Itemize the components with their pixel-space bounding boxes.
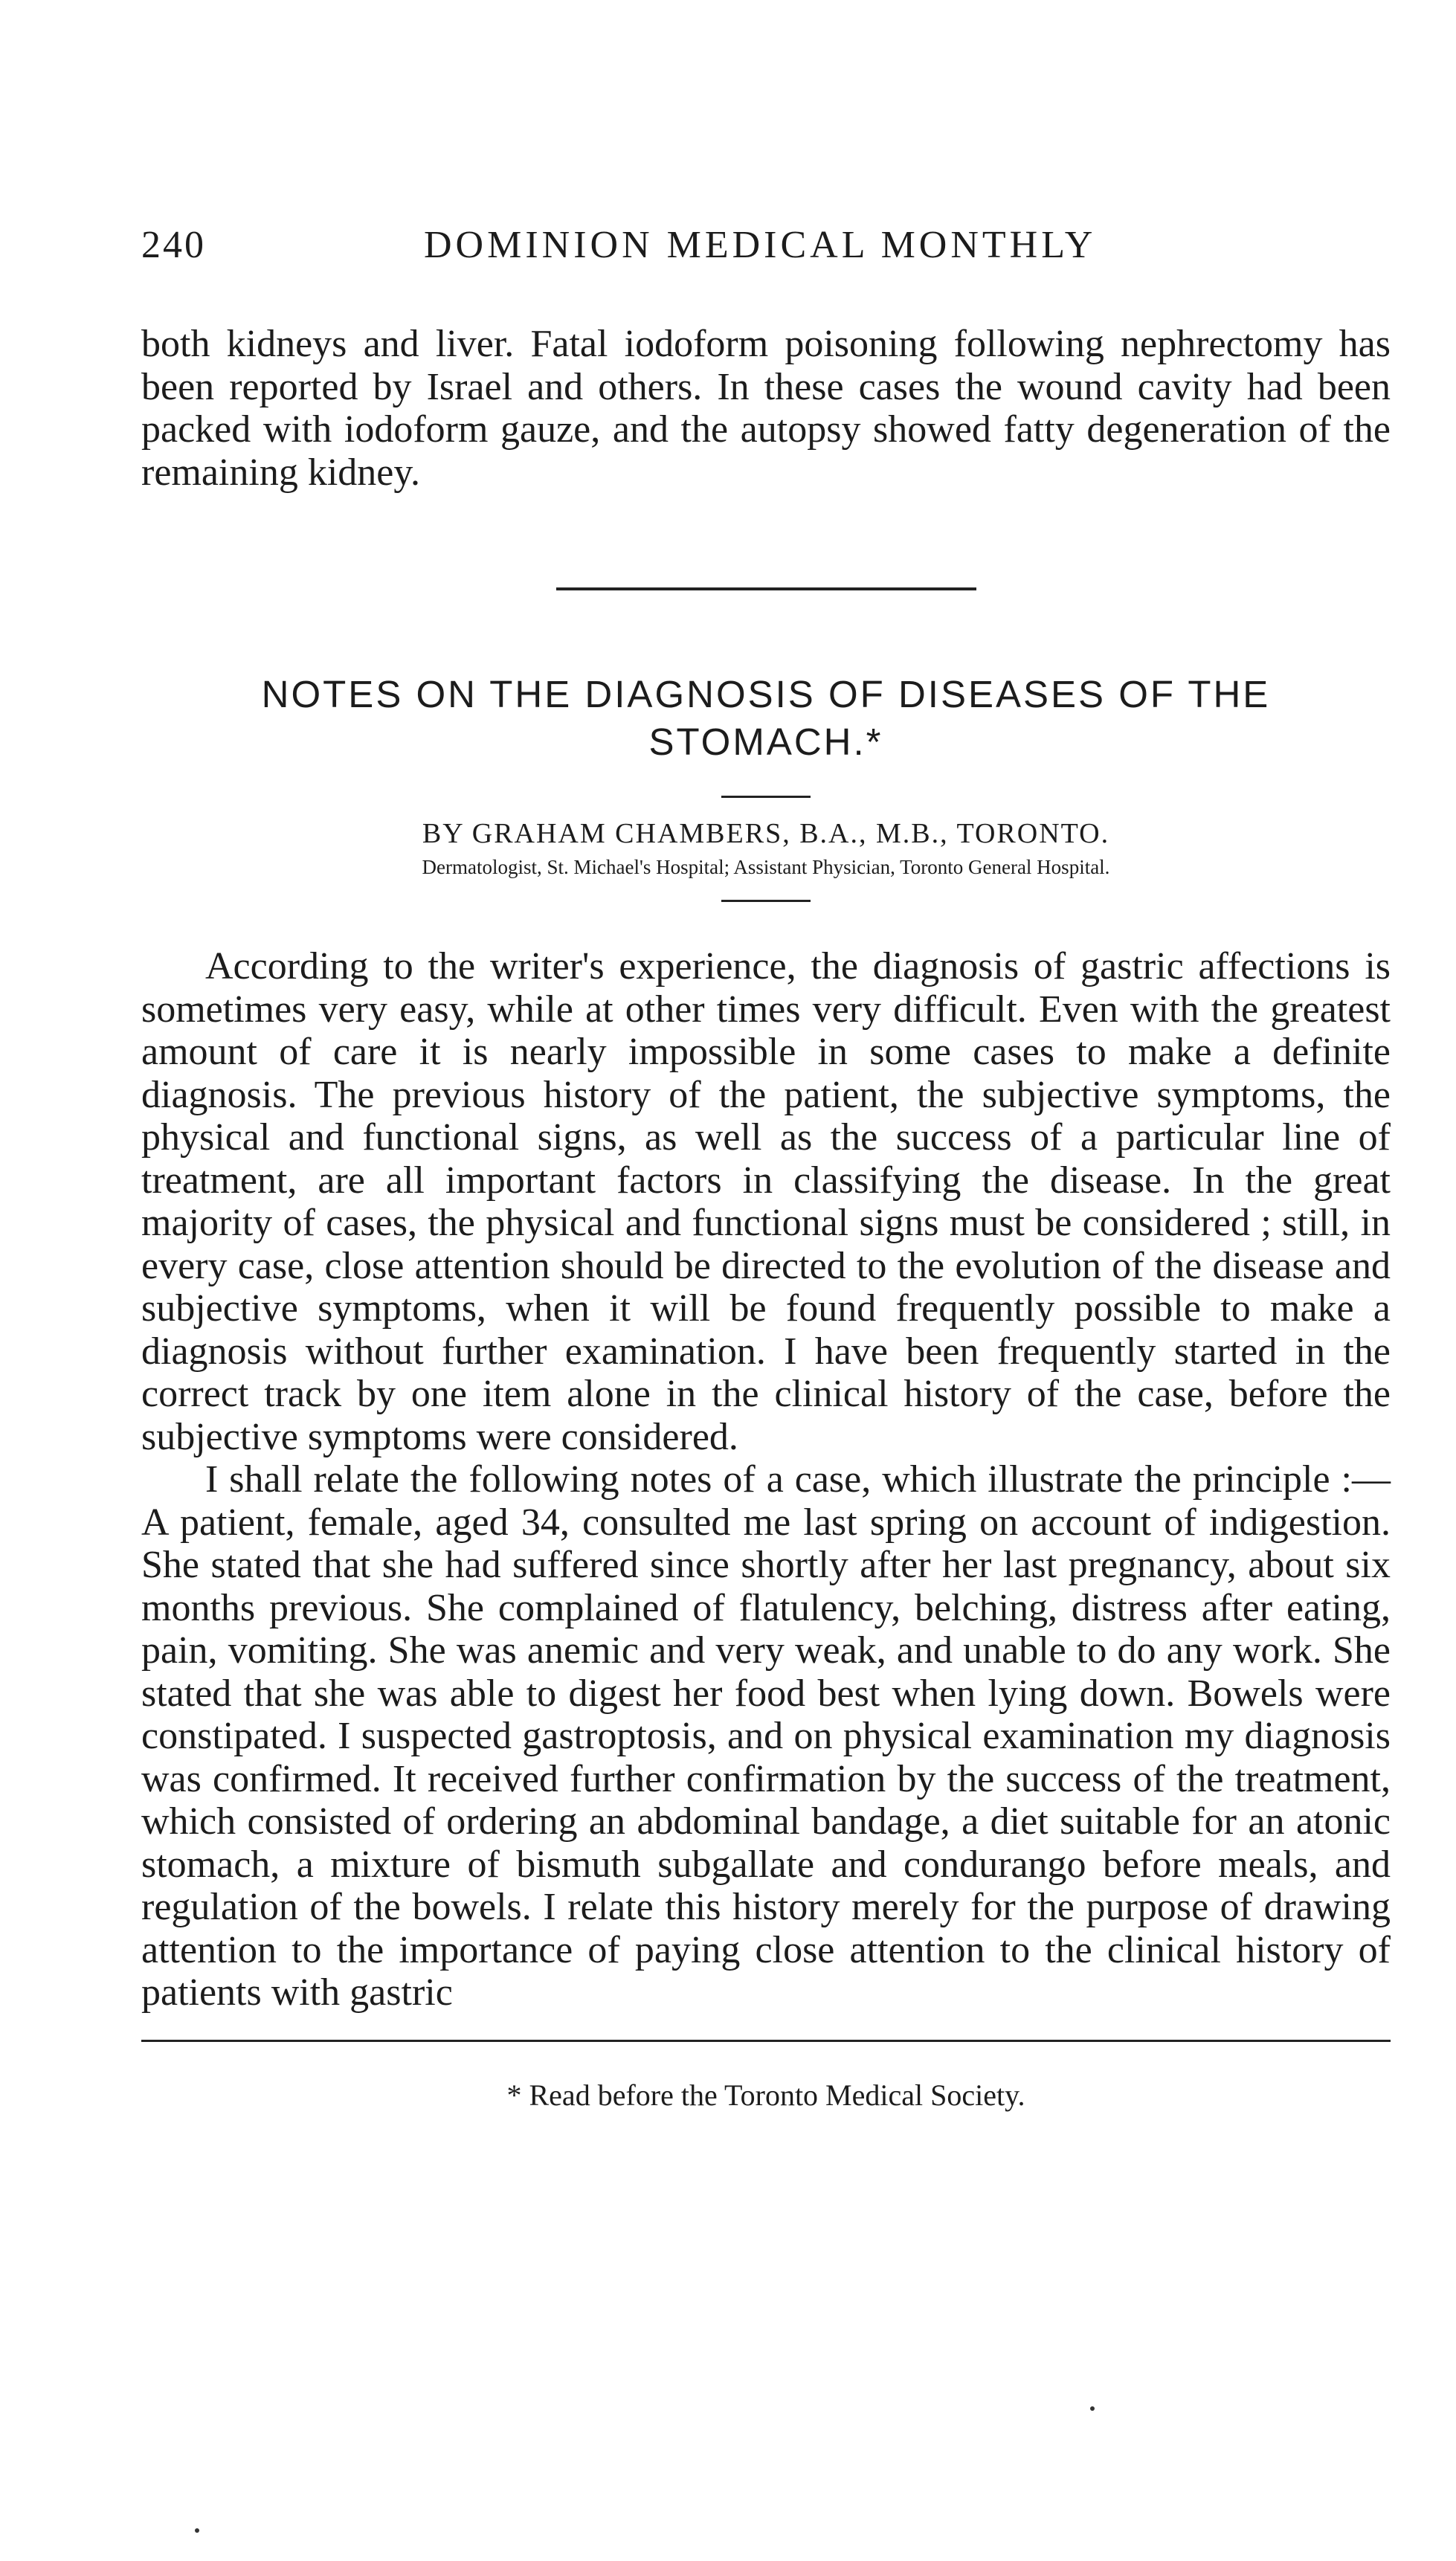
- section-divider: [556, 587, 976, 590]
- article-title: NOTES ON THE DIAGNOSIS OF DISEASES OF THE STOMACH.*: [261, 673, 1271, 763]
- running-header: [141, 223, 1391, 283]
- byline-divider: [721, 900, 811, 902]
- footnote-rule: [141, 2040, 1391, 2042]
- continuation-paragraph: both kidneys and liver. Fatal iodoform poisoning following nephrectomy has been reported by Israel and others. In these cases the wound cavity had been packed with iodoform gauze, and the autopsy showed fatty degeneration of the remaining kidney.: [141, 323, 1391, 494]
- body-paragraph: According to the writer's experience, the diagnosis of gastric affections is sometimes very easy, while at other times very difficult. Even with the greatest amount of care it is nearly impossible in some cases to make a definite diagnosis. The previous history of the patient, the subjective symptoms, the physical and functional signs, as well as the success of a particular line of treatment, are all important factors in classifying the disease. In the great majority of cases, the physical and functional signs must be considered ; still, in every case, close attention should be directed to the evolution of the disease and subjective symptoms, when it will be found frequently possible to make a diagnosis without further examination. I have been frequently started in the correct track by one item alone in the clinical history of the case, before the subjective symptoms were considered.: [141, 945, 1391, 1458]
- page-number: 240: [141, 224, 206, 266]
- journal-title: DOMINION MEDICAL MONTHLY: [424, 224, 1097, 266]
- body-paragraph: I shall relate the following notes of a case, which illustrate the principle :—A patient, female, aged 34, consulted me last spring on account of indigestion. She stated that she had suffered since shortly after her last pregnancy, about six months previous. She complained of flatulency, belching, distress after eating, pain, vomiting. She was anemic and very weak, and unable to do any work. She stated that she was able to digest her food best when lying down. Bowels were constipated. I suspected gastroptosis, and on physical examination my diagnosis was confirmed. It received further confirmation by the success of the treatment, which consisted of ordering an abdominal bandage, a diet suitable for an atonic stomach, a mixture of bismuth subgallate and condurango before meals, and regulation of the bowels. I relate this history merely for the purpose of drawing attention to the importance of paying close attention to the clinical history of patients with gastric: [141, 1458, 1391, 2014]
- author-byline: BY GRAHAM CHAMBERS, B.A., M.B., TORONTO.: [422, 818, 1110, 849]
- scan-speck: [1090, 2406, 1095, 2411]
- title-divider: [721, 796, 811, 798]
- scan-speck: [195, 2528, 199, 2533]
- author-affiliation: Dermatologist, St. Michael's Hospital; Assistant Physician, Toronto General Hospital.: [422, 856, 1110, 878]
- footnote: * Read before the Toronto Medical Society.: [506, 2078, 1025, 2112]
- article-body: [141, 945, 1391, 2014]
- page: [141, 223, 1391, 2113]
